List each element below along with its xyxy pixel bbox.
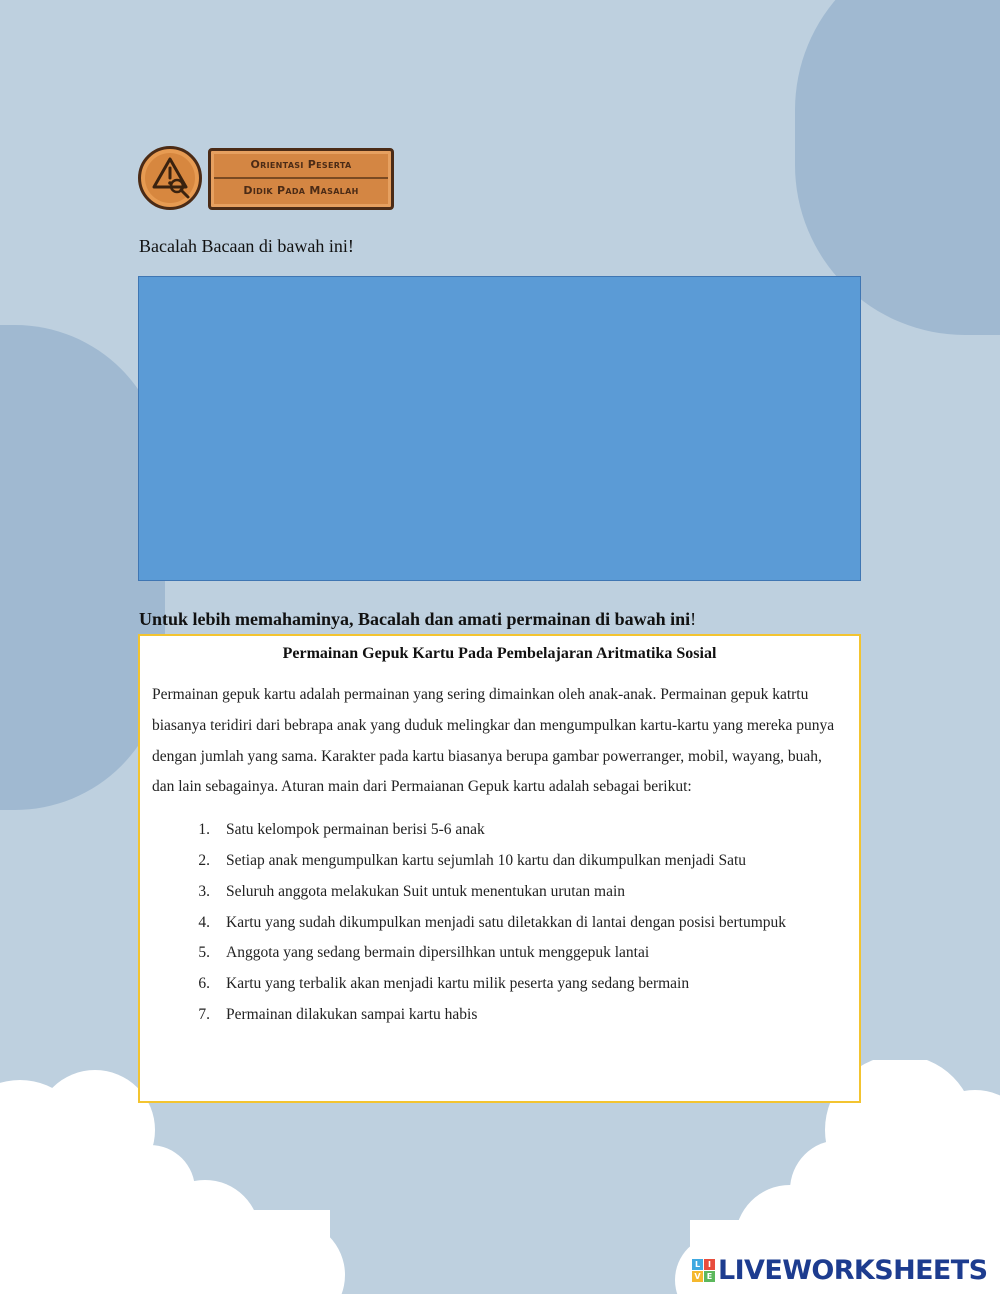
observe-instruction-tail: !: [690, 609, 697, 629]
badge-title-line2: Didik Pada Masalah: [214, 177, 388, 203]
rule-text: Kartu yang sudah dikumpulkan menjadi satu diletakkan di lantai dengan posisi bertumpuk: [226, 913, 787, 931]
rule-text: Satu kelompok permainan berisi 5-6 anak: [226, 821, 485, 839]
logo-letter: E: [704, 1271, 715, 1282]
logo-letter: I: [704, 1259, 715, 1270]
rule-number: 1.: [198, 821, 210, 839]
rule-number: 4.: [198, 913, 210, 931]
rule-text: Seluruh anggota melakukan Suit untuk menentukan urutan main: [226, 882, 626, 900]
media-placeholder[interactable]: [138, 276, 861, 581]
logo-text: LIVEWORKSHEETS: [718, 1254, 988, 1286]
liveworksheets-logo[interactable]: [692, 1253, 987, 1287]
logo-letter: V: [692, 1271, 703, 1282]
list-item: [152, 908, 847, 939]
list-item: [152, 815, 847, 846]
rule-text: Kartu yang terbalik akan menjadi kartu milik peserta yang sedang bermain: [226, 975, 690, 993]
rule-text: Setiap anak mengumpulkan kartu sejumlah 10 kartu dan dikumpulkan menjadi Satu: [226, 851, 746, 869]
rule-text: Permainan dilakukan sampai kartu habis: [226, 1005, 478, 1023]
badge-board: [208, 148, 394, 210]
rule-number: 7.: [198, 1005, 210, 1023]
badge-title-line1: Orientasi Peserta: [250, 158, 352, 171]
card-title: Permainan Gepuk Kartu Pada Pembelajaran Aritmatika Sosial: [282, 645, 717, 662]
rules-list: [152, 815, 847, 1031]
rule-number: 6.: [198, 975, 210, 993]
list-item: [152, 846, 847, 877]
rule-number: 5.: [198, 944, 210, 962]
list-item: [152, 969, 847, 1000]
list-item: [152, 1000, 847, 1031]
logo-letter: L: [692, 1259, 703, 1270]
rule-text: Anggota yang sedang bermain dipersilhkan untuk menggepuk lantai: [226, 944, 650, 962]
rule-number: 3.: [198, 882, 210, 900]
list-item: [152, 877, 847, 908]
observe-instruction: [139, 609, 696, 630]
observe-instruction-bold: Untuk lebih memahaminya, Bacalah dan amati permainan di bawah ini: [139, 609, 691, 629]
rule-number: 2.: [198, 851, 210, 869]
warning-magnifier-icon: [138, 146, 202, 210]
card-paragraph: Permainan gepuk kartu adalah permainan yang sering dimainkan oleh anak-anak. Permainan gepuk katrtu biasanya teridiri dari bebrapa anak yang duduk melingkar dan mengumpulkan kartu-kartu yang mereka punya dengan jumlah yang sama. Karakter pada kartu biasanya berupa gambar powerranger, mobil, wayang, buah, dan lain sebagainya. Aturan main dari Permaianan Gepuk kartu adalah sebagai berikut:: [152, 686, 835, 796]
liveworksheets-logo-icon: [692, 1259, 715, 1282]
section-badge: [136, 143, 398, 215]
list-item: [152, 938, 847, 969]
reading-instruction: Bacalah Bacaan di bawah ini!: [139, 236, 354, 256]
game-description-card: [138, 634, 861, 1103]
